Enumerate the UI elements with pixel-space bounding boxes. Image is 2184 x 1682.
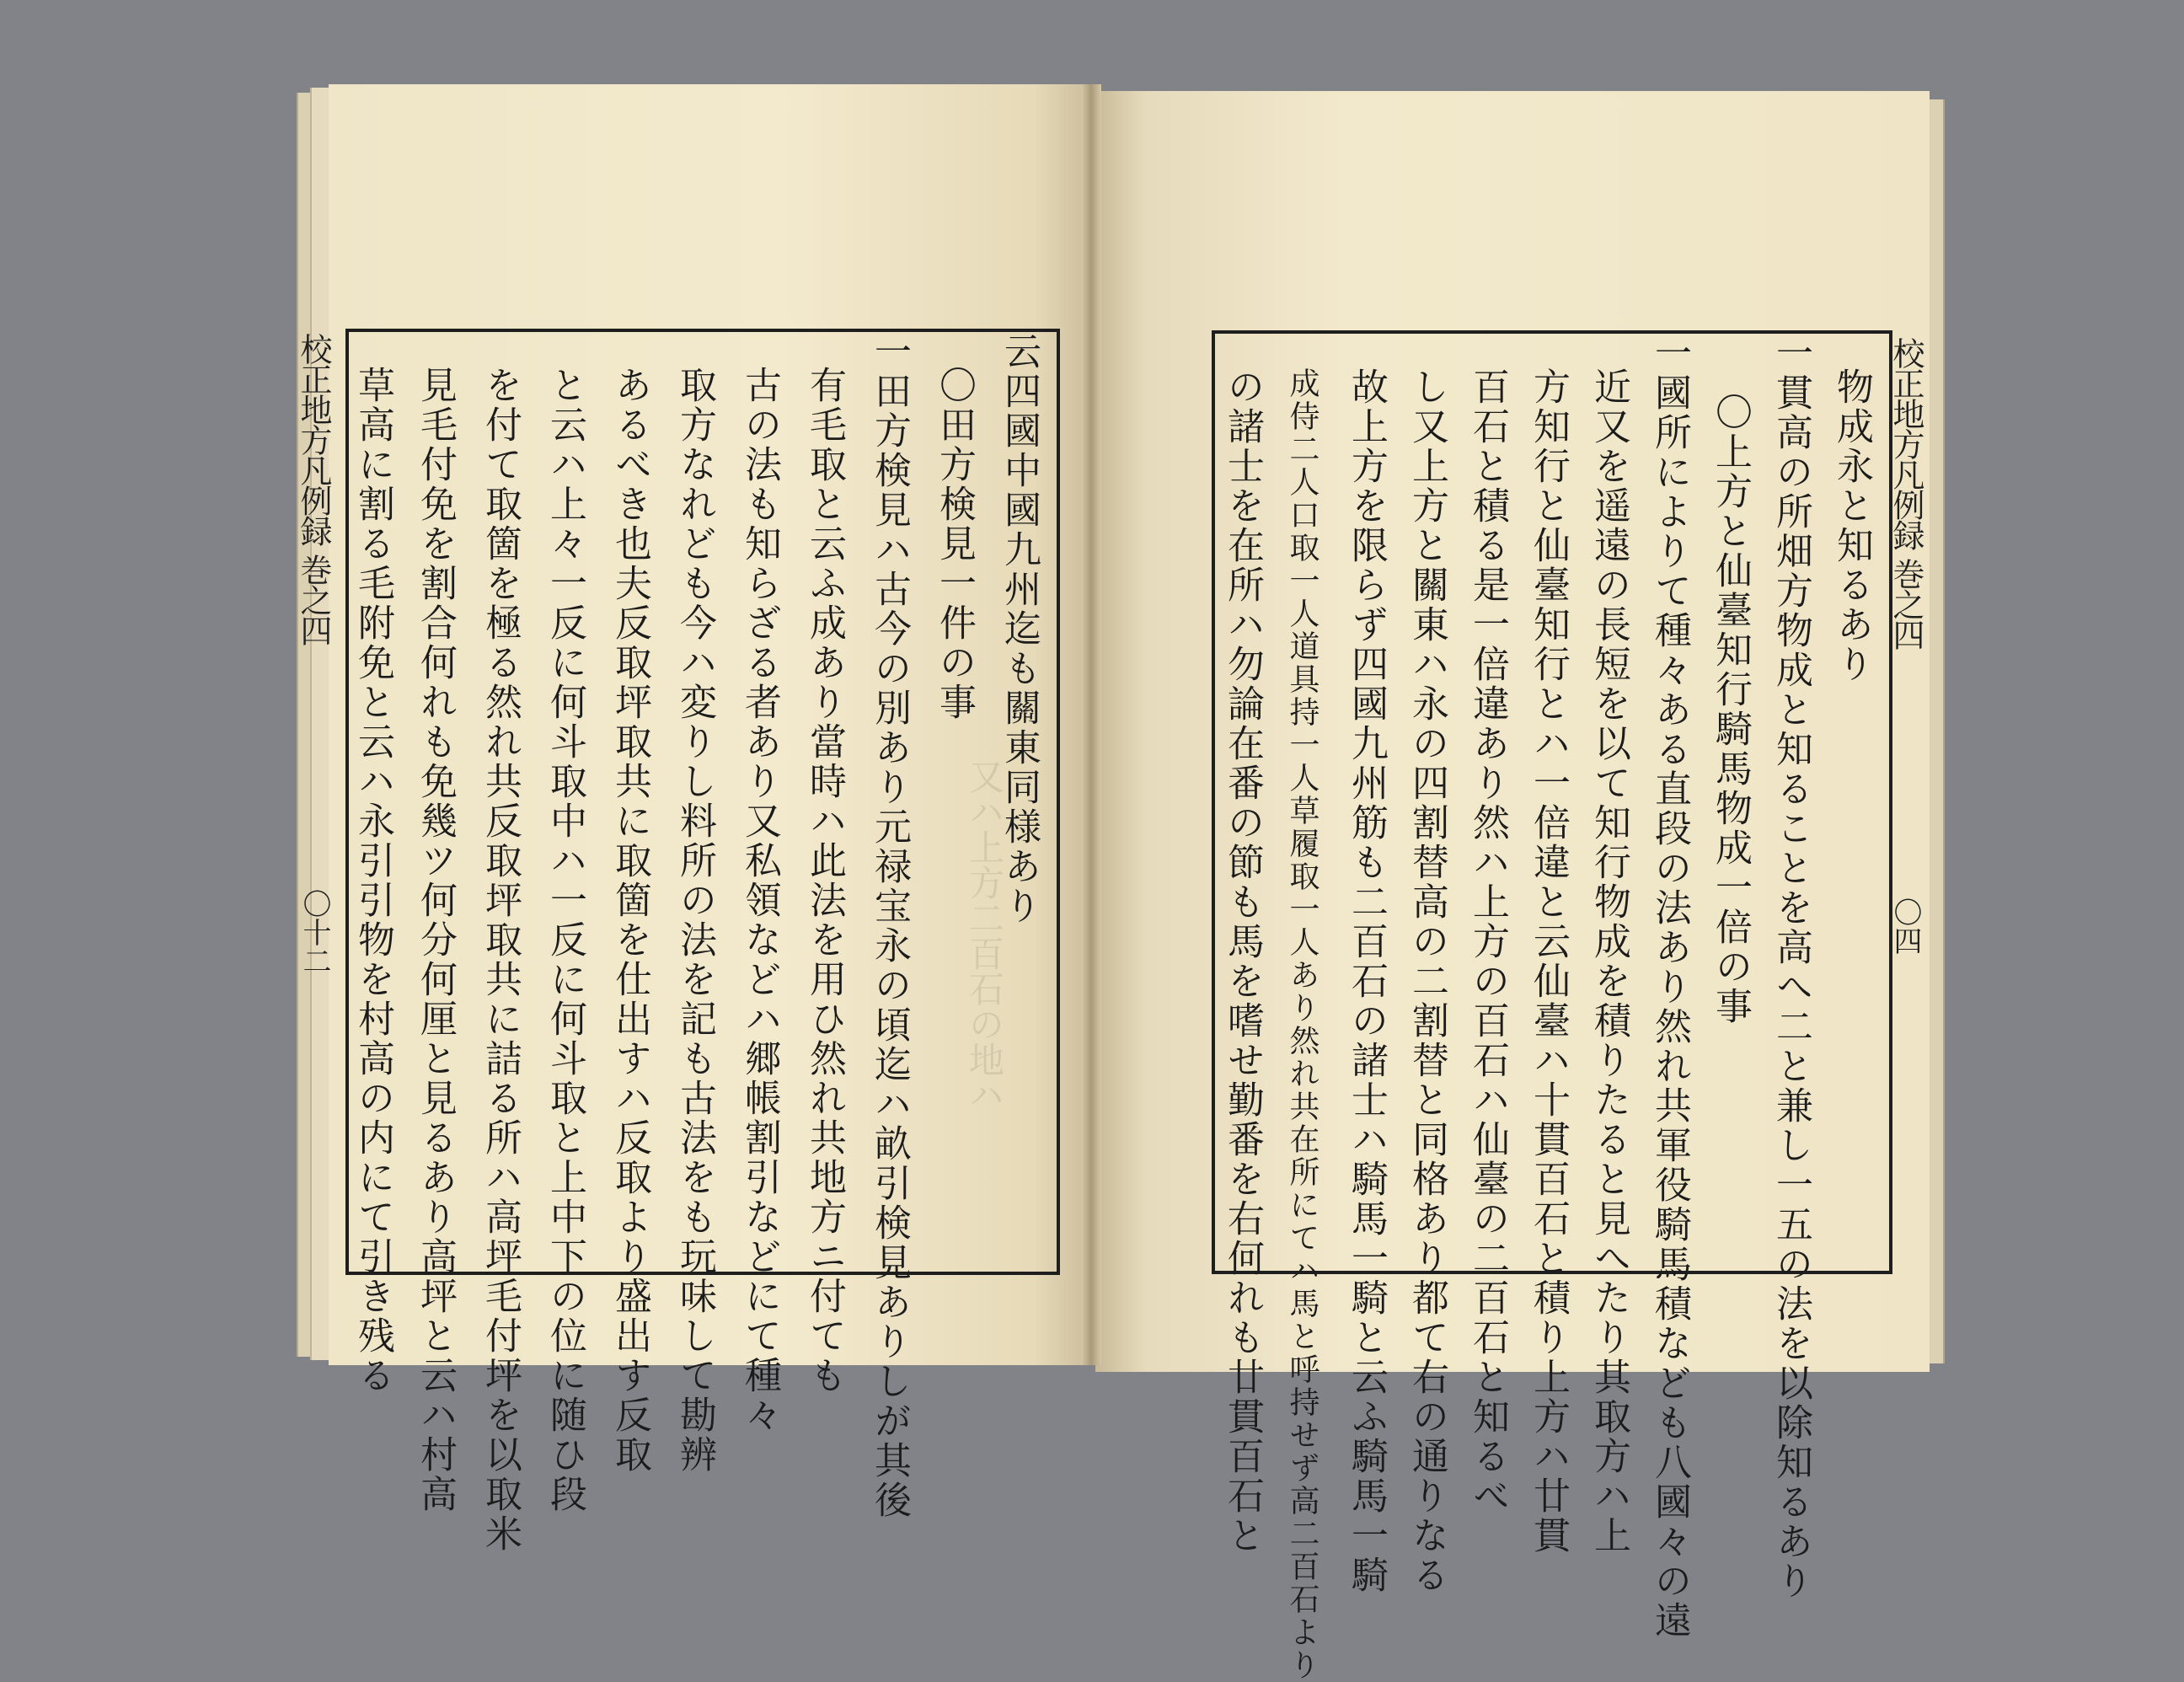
text-column: 一國所によりて種々ある直段の法あり然れ共軍役騎馬積なども八國々の遠 [1648, 334, 1691, 1641]
left-page-folio: 〇十二 [297, 889, 331, 975]
text-column: 一貫高の所畑方物成と知ることを高へ二と兼し一五の法を以除知るあり [1769, 334, 1812, 1601]
text-column: と云ハ上々一反に何斗取中ハ一反に何斗取と上中下の位に随ひ段 [543, 366, 586, 1514]
text-column: 云四國中國九州迄も關東同様あり [998, 332, 1041, 926]
left-text-frame [345, 329, 1060, 1554]
text-column: 〇田方検見一件の事 [933, 366, 976, 722]
text-column: 故上方を限らず四國九州筋も二百石の諸士ハ騎馬一騎と云ふ騎馬一騎 [1345, 367, 1388, 1595]
text-column: 近又を遥遠の長短を以て知行物成を積りたると見へたり其取方ハ上 [1587, 367, 1630, 1556]
right-text-frame [1212, 330, 1892, 1682]
right-page-folio: 〇四 [1888, 897, 1922, 955]
text-column: 一田方検見ハ古今の別あり元禄宝永の頃迄ハ畝引検見ありしが其後 [868, 332, 911, 1520]
text-column: 百石と積る是一倍違あり然ハ上方の百石ハ仙臺の二百石と知るべ [1466, 367, 1509, 1516]
text-column: の諸士を在所ハ勿論在番の節も馬を嗜せ勤番を右何れも廿貫百石と [1221, 367, 1264, 1556]
text-column: 〇上方と仙臺知行騎馬物成一倍の事 [1709, 393, 1752, 1026]
text-column: 有毛取と云ふ成あり當時ハ此法を用ひ然れ共地方ニ付ても [803, 366, 846, 1395]
text-column: 見毛付免を割合何れも免幾ツ何分何厘と見るあり高坪と云ハ村高 [414, 366, 457, 1514]
text-column: を付て取箇を極る然れ共反取坪取共に詰る所ハ高坪毛付坪を以取米 [479, 366, 522, 1554]
text-column: あるべき也夫反取坪取共に取箇を仕出すハ反取より盛出す反取 [608, 366, 651, 1475]
page-stack-edge-right [1930, 99, 1945, 1363]
text-column: 物成永と知るあり [1830, 367, 1873, 684]
right-page-spine-title: 校正地方凡例録 巻之四 [1887, 337, 1924, 650]
text-column: 成侍二人口取一人道具持一人草履取一人あり然れ共在所にてハ馬と呼持せず高二百石より [1285, 367, 1320, 1682]
text-column: し又上方と關東ハ永の四割替高の二割替と同格あり都て右の通りなる [1405, 367, 1448, 1595]
bleed-through-text: 又ハ上方二百石の地ハ [964, 758, 1005, 1112]
text-column: 取方なれども今ハ変りし料所の法を記も古法をも玩味して勘辨 [673, 366, 716, 1475]
text-column: 草高に割る毛附免と云ハ永引引物を村高の内にて引き残る [351, 366, 394, 1395]
book-gutter [1081, 84, 1101, 1365]
text-column: 方知行と仙臺知行とハ一倍違と云仙臺ハ十貫百石と積り上方ハ廿貫 [1527, 367, 1570, 1556]
text-column: 古の法も知らざる者あり又私領などハ郷帳割引などにて種々 [738, 366, 781, 1435]
left-page-spine-title: 校正地方凡例録 巻之四 [295, 333, 332, 645]
